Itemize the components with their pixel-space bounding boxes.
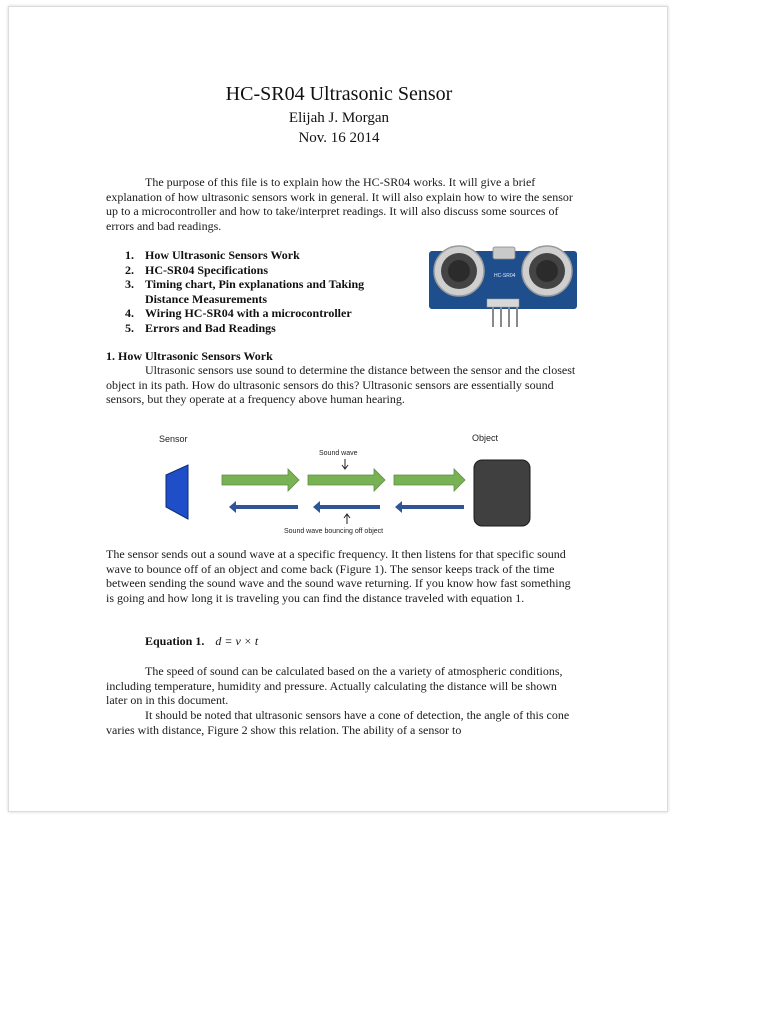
- down-arrow-icon: [342, 459, 348, 469]
- document-page: [8, 6, 668, 812]
- toc-item: 3. Timing chart, Pin explanations and Taking Distance Measurements: [125, 277, 365, 306]
- sensor-label: Sensor: [159, 434, 188, 444]
- toc-item: 1. How Ultrasonic Sensors Work: [125, 248, 300, 262]
- section1-paragraph: Ultrasonic sensors use sound to determine the distance between the sensor and the closest object in its path. How do ultrasonic sensors do this? Ultrasonic sensors are essentially sound sensors, but they operate at a frequency above human hearing.: [106, 363, 576, 407]
- bounce-label: Sound wave bouncing off object: [284, 528, 384, 535]
- equation-formula: d = v × t: [215, 634, 259, 648]
- green-arrow-2: [308, 469, 385, 491]
- document-title: HC-SR04 Ultrasonic Sensor: [225, 83, 453, 105]
- green-arrow-3: [394, 469, 465, 491]
- equation-1: [145, 634, 258, 649]
- pin-trig: [500, 307, 502, 327]
- pin-gnd: [516, 307, 518, 327]
- pin-header: [487, 299, 519, 307]
- object-label: Object: [472, 433, 499, 443]
- crystal-oscillator: [493, 247, 515, 259]
- module-label: HC-SR04: [494, 273, 516, 279]
- up-arrow-icon: [344, 514, 350, 524]
- blue-arrow-3: [395, 501, 464, 513]
- ultrasonic-diagram: [154, 427, 534, 537]
- blue-arrow-1: [229, 501, 298, 513]
- explanation-paragraph: The sensor sends out a sound wave at a specific frequency. It then listens for that specific sound wave to bounce off of an object and come back (Figure 1). The sensor keeps track of the time between sending the sound wave and the sound wave returning. If you know how fast something is going and how long it is traveling you can find the distance traveled with equation 1.: [106, 547, 571, 605]
- document-author: Elijah J. Morgan: [288, 110, 390, 126]
- green-arrow-1: [222, 469, 299, 491]
- object-shape: [474, 460, 530, 526]
- section-heading: 1. How Ultrasonic Sensors Work: [106, 349, 273, 363]
- toc-item: 4. Wiring HC-SR04 with a microcontroller: [125, 306, 352, 321]
- pin-vcc: [492, 307, 494, 327]
- sound-wave-label: Sound wave: [319, 450, 358, 457]
- equation-label: Equation 1.: [145, 634, 205, 648]
- speed-paragraph: The speed of sound can be calculated based on the a variety of atmospheric conditions, including temperature, humidity and pressure. Actually calculating the distance will be shown later on in this document.: [106, 664, 563, 708]
- hc-sr04-module-image: [423, 239, 583, 329]
- toc-item: 5. Errors and Bad Readings: [125, 320, 276, 335]
- document-date: Nov. 16 2014: [298, 130, 380, 146]
- blue-arrow-2: [313, 501, 380, 513]
- sensor-shape: [166, 465, 188, 519]
- intro-paragraph: The purpose of this file is to explain how the HC-SR04 works. It will give a brief explanation of how ultrasonic sensors work in general. It will also explain how to wire the sensor up to a microcontroller and how to take/interpret readings. It will also discuss some sources of errors and bad readings.: [106, 175, 573, 233]
- pin-echo: [508, 307, 510, 327]
- table-of-contents: [121, 248, 411, 336]
- cone-paragraph: It should be noted that ultrasonic sensors have a cone of detection, the angle of this cone varies with distance, Figure 2 show this relation. The ability of a sensor to: [106, 708, 570, 737]
- toc-item: 2. HC-SR04 Specifications: [125, 262, 268, 277]
